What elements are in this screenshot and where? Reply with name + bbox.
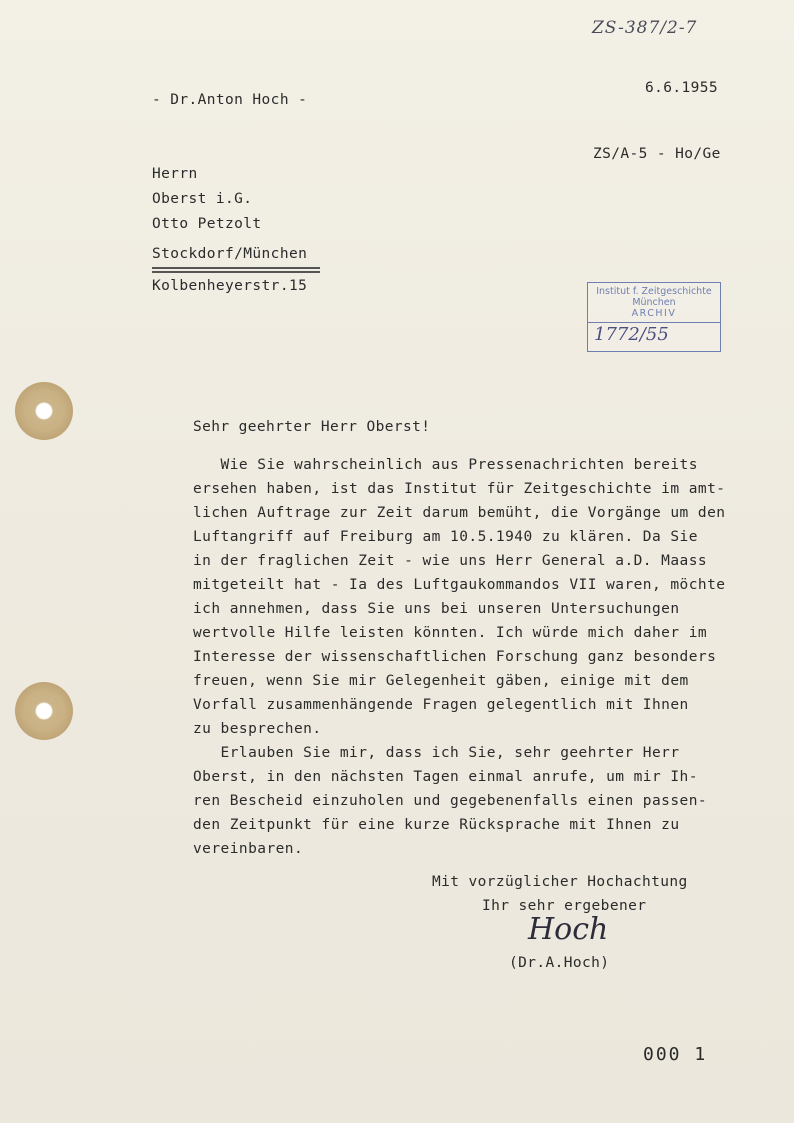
body-line: ren Bescheid einzuholen und gegebenenfalls einen passen- [193,793,708,809]
body-line: den Zeitpunkt für eine kurze Rücksprache mit Ihnen zu [193,817,680,833]
recipient-line: Herrn [152,166,198,182]
stamp-city: München [632,297,676,308]
page-number: 000 1 [643,1044,708,1065]
body-line: lichen Auftrage zur Zeit darum bemüht, die Vorgänge um den [193,505,726,521]
body-line: Erlauben Sie mir, dass ich Sie, sehr geehrter Herr [193,745,680,761]
stamp-institute: Institut f. Zeitgeschichte [596,286,712,297]
body-line: ich annehmen, dass Sie uns bei unseren Untersuchungen [193,601,680,617]
closing-ergebener: Ihr sehr ergebener [482,898,647,914]
body-line: ersehen haben, ist das Institut für Zeitgeschichte im amt- [193,481,726,497]
body-line: zu besprechen. [193,721,322,737]
body-line: Interesse der wissenschaftlichen Forschung ganz besonders [193,649,717,665]
archive-reference: ZS-387/2-7 [592,18,698,38]
body-line: mitgeteilt hat - Ia des Luftgaukommandos VII waren, möchte [193,577,726,593]
recipient-street: Kolbenheyerstr.15 [152,278,308,294]
body-line: freuen, wenn Sie mir Gelegenheit gäben, einige mit dem [193,673,689,689]
punch-hole [15,382,73,440]
stamp-divider [588,322,720,323]
body-line: wertvolle Hilfe leisten könnten. Ich würde mich daher im [193,625,708,641]
stamp-number: 1772/55 [594,324,669,345]
archive-stamp [587,282,721,352]
signatory-name: (Dr.A.Hoch) [509,955,610,971]
stamp-label: ARCHIV [631,308,677,319]
city-underline [152,267,320,269]
closing-phrase: Mit vorzüglicher Hochachtung [432,874,688,890]
body-line: Vorfall zusammenhängende Fragen gelegentlich mit Ihnen [193,697,689,713]
body-line: in der fraglichen Zeit - wie uns Herr General a.D. Maass [193,553,708,569]
file-reference: ZS/A-5 - Ho/Ge [593,146,721,162]
recipient-line: Otto Petzolt [152,216,262,232]
city-underline [152,271,320,273]
salutation: Sehr geehrter Herr Oberst! [193,419,431,435]
punch-hole [15,682,73,740]
body-line: Oberst, in den nächsten Tagen einmal anrufe, um mir Ih- [193,769,698,785]
recipient-line: Oberst i.G. [152,191,253,207]
sender-name: - Dr.Anton Hoch - [152,92,308,108]
body-line: Luftangriff auf Freiburg am 10.5.1940 zu klären. Da Sie [193,529,698,545]
signature: Hoch [528,912,609,947]
recipient-city: Stockdorf/München [152,246,308,262]
letter-date: 6.6.1955 [645,80,719,96]
body-line: Wie Sie wahrscheinlich aus Pressenachrichten bereits [193,457,698,473]
body-line: vereinbaren. [193,841,304,857]
